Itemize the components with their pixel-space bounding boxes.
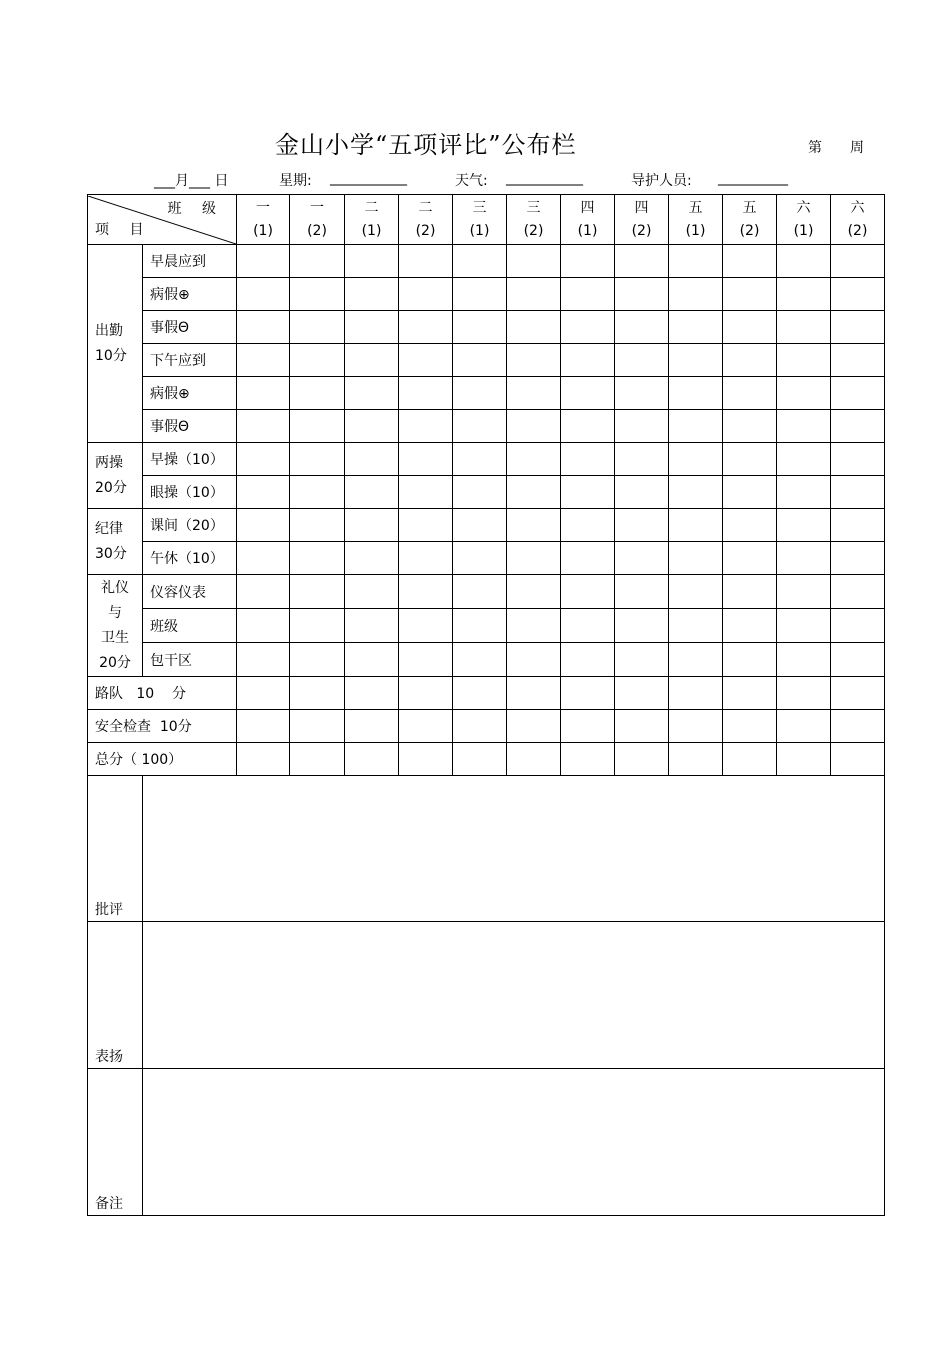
score-cell[interactable] xyxy=(399,509,453,542)
score-cell[interactable] xyxy=(453,677,507,710)
score-cell[interactable] xyxy=(507,743,561,776)
score-cell[interactable] xyxy=(669,245,723,278)
score-cell[interactable] xyxy=(345,710,399,743)
score-cell[interactable] xyxy=(399,677,453,710)
remarks-label: 备注 xyxy=(88,1069,143,1216)
score-cell[interactable] xyxy=(561,743,615,776)
score-cell[interactable] xyxy=(290,344,345,377)
score-cell[interactable] xyxy=(237,677,290,710)
score-cell[interactable] xyxy=(237,443,290,476)
table-row xyxy=(88,609,885,643)
page-title: 金山小学“五项评比”公布栏 xyxy=(275,131,577,159)
score-cell[interactable] xyxy=(453,509,507,542)
item-safety: 安全检查 10分 xyxy=(88,710,237,743)
score-cell[interactable] xyxy=(507,710,561,743)
praise-label: 表扬 xyxy=(88,922,143,1069)
score-cell[interactable] xyxy=(669,311,723,344)
score-cell[interactable] xyxy=(507,643,561,677)
score-cell[interactable] xyxy=(669,643,723,677)
category-attendance: 出勤 10分 xyxy=(88,245,143,443)
table-row xyxy=(88,743,885,776)
score-cell[interactable] xyxy=(345,245,399,278)
score-cell[interactable] xyxy=(615,643,669,677)
score-cell[interactable] xyxy=(290,609,345,643)
criticism-label: 批评 xyxy=(88,776,143,922)
score-cell[interactable] xyxy=(345,743,399,776)
score-cell[interactable] xyxy=(561,609,615,643)
header-corner xyxy=(88,195,237,245)
item-label: 病假⊕ xyxy=(143,278,237,311)
score-cell[interactable] xyxy=(237,278,290,311)
score-cell[interactable] xyxy=(290,575,345,609)
score-cell[interactable] xyxy=(507,443,561,476)
score-cell[interactable] xyxy=(345,344,399,377)
score-cell[interactable] xyxy=(615,542,669,575)
score-cell[interactable] xyxy=(723,743,777,776)
score-cell[interactable] xyxy=(831,245,885,278)
score-cell[interactable] xyxy=(237,609,290,643)
score-cell[interactable] xyxy=(399,344,453,377)
score-cell[interactable] xyxy=(831,509,885,542)
score-cell[interactable] xyxy=(453,245,507,278)
score-cell[interactable] xyxy=(507,377,561,410)
item-label: 午休（10） xyxy=(143,542,237,575)
weekday-blank[interactable]: ___________ xyxy=(330,170,407,186)
score-cell[interactable] xyxy=(290,245,345,278)
table-row xyxy=(88,710,885,743)
table-row xyxy=(88,476,885,509)
score-cell[interactable] xyxy=(615,443,669,476)
score-cell[interactable] xyxy=(831,743,885,776)
score-cell[interactable] xyxy=(453,410,507,443)
score-cell[interactable] xyxy=(290,278,345,311)
table-row xyxy=(88,677,885,710)
score-cell[interactable] xyxy=(399,278,453,311)
item-label: 仪容仪表 xyxy=(143,575,237,609)
item-label: 眼操（10） xyxy=(143,476,237,509)
date-field[interactable]: ___月___ 日 xyxy=(154,173,229,189)
score-cell[interactable] xyxy=(507,609,561,643)
score-cell[interactable] xyxy=(507,344,561,377)
score-cell[interactable] xyxy=(777,377,831,410)
score-cell[interactable] xyxy=(777,245,831,278)
score-cell[interactable] xyxy=(723,278,777,311)
score-cell[interactable] xyxy=(345,509,399,542)
score-cell[interactable] xyxy=(507,410,561,443)
table-row xyxy=(88,278,885,311)
score-cell[interactable] xyxy=(399,710,453,743)
score-cell[interactable] xyxy=(507,542,561,575)
score-cell[interactable] xyxy=(345,677,399,710)
score-cell[interactable] xyxy=(345,643,399,677)
score-cell[interactable] xyxy=(237,311,290,344)
class-header: 一 (1) xyxy=(237,195,290,245)
score-cell[interactable] xyxy=(669,609,723,643)
score-cell[interactable] xyxy=(777,710,831,743)
class-header: 二 (2) xyxy=(399,195,453,245)
score-cell[interactable] xyxy=(723,677,777,710)
score-cell[interactable] xyxy=(237,245,290,278)
score-cell[interactable] xyxy=(723,643,777,677)
category-exercise: 两操 20分 xyxy=(88,443,143,509)
score-cell[interactable] xyxy=(615,245,669,278)
score-cell[interactable] xyxy=(237,743,290,776)
notes-row-criticism xyxy=(88,776,885,922)
score-cell[interactable] xyxy=(669,278,723,311)
item-total: 总分（ 100） xyxy=(88,743,237,776)
score-cell[interactable] xyxy=(290,643,345,677)
item-label: 课间（20） xyxy=(143,509,237,542)
class-header: 一 (2) xyxy=(290,195,345,245)
score-cell[interactable] xyxy=(399,575,453,609)
score-cell[interactable] xyxy=(345,311,399,344)
guard-blank[interactable]: __________ xyxy=(718,170,788,186)
score-cell[interactable] xyxy=(237,377,290,410)
score-cell[interactable] xyxy=(399,476,453,509)
score-cell[interactable] xyxy=(507,278,561,311)
score-cell[interactable] xyxy=(345,410,399,443)
score-cell[interactable] xyxy=(290,476,345,509)
score-cell[interactable] xyxy=(453,278,507,311)
score-cell[interactable] xyxy=(615,410,669,443)
class-header: 四 (2) xyxy=(615,195,669,245)
class-header: 六 (2) xyxy=(831,195,885,245)
score-cell[interactable] xyxy=(723,710,777,743)
score-cell[interactable] xyxy=(777,311,831,344)
weather-label: 天气: xyxy=(455,173,488,189)
score-cell[interactable] xyxy=(237,476,290,509)
score-cell[interactable] xyxy=(615,509,669,542)
score-cell[interactable] xyxy=(723,377,777,410)
score-cell[interactable] xyxy=(399,245,453,278)
score-cell[interactable] xyxy=(561,575,615,609)
score-cell[interactable] xyxy=(561,245,615,278)
score-cell[interactable] xyxy=(399,311,453,344)
score-cell[interactable] xyxy=(669,443,723,476)
score-cell[interactable] xyxy=(777,278,831,311)
score-cell[interactable] xyxy=(399,377,453,410)
weekday-label: 星期: xyxy=(279,173,312,189)
score-cell[interactable] xyxy=(777,410,831,443)
score-cell[interactable] xyxy=(345,476,399,509)
class-header: 四 (1) xyxy=(561,195,615,245)
score-cell[interactable] xyxy=(561,542,615,575)
score-cell[interactable] xyxy=(615,344,669,377)
score-cell[interactable] xyxy=(237,542,290,575)
score-cell[interactable] xyxy=(561,710,615,743)
score-cell[interactable] xyxy=(669,410,723,443)
score-cell[interactable] xyxy=(453,643,507,677)
score-cell[interactable] xyxy=(723,245,777,278)
score-cell[interactable] xyxy=(399,743,453,776)
score-cell[interactable] xyxy=(723,311,777,344)
score-cell[interactable] xyxy=(831,609,885,643)
score-cell[interactable] xyxy=(723,410,777,443)
score-cell[interactable] xyxy=(831,311,885,344)
score-cell[interactable] xyxy=(615,311,669,344)
class-header: 三 (2) xyxy=(507,195,561,245)
score-cell[interactable] xyxy=(777,542,831,575)
score-cell[interactable] xyxy=(831,443,885,476)
score-cell[interactable] xyxy=(723,344,777,377)
score-cell[interactable] xyxy=(290,710,345,743)
score-cell[interactable] xyxy=(831,410,885,443)
score-cell[interactable] xyxy=(399,443,453,476)
table-row xyxy=(88,410,885,443)
score-cell[interactable] xyxy=(669,710,723,743)
item-label: 早操（10） xyxy=(143,443,237,476)
score-cell[interactable] xyxy=(237,710,290,743)
score-cell[interactable] xyxy=(345,377,399,410)
score-cell[interactable] xyxy=(777,677,831,710)
score-cell[interactable] xyxy=(615,609,669,643)
score-cell[interactable] xyxy=(777,643,831,677)
score-cell[interactable] xyxy=(615,377,669,410)
score-cell[interactable] xyxy=(831,344,885,377)
score-cell[interactable] xyxy=(777,743,831,776)
score-cell[interactable] xyxy=(507,311,561,344)
score-cell[interactable] xyxy=(669,542,723,575)
score-cell[interactable] xyxy=(669,575,723,609)
score-cell[interactable] xyxy=(399,410,453,443)
item-road-team: 路队 10 分 xyxy=(88,677,237,710)
score-cell[interactable] xyxy=(831,710,885,743)
score-cell[interactable] xyxy=(345,443,399,476)
table-row xyxy=(88,643,885,677)
week-suffix: 周 xyxy=(850,140,864,156)
score-cell[interactable] xyxy=(237,410,290,443)
score-cell[interactable] xyxy=(831,278,885,311)
class-header: 五 (1) xyxy=(669,195,723,245)
table-row xyxy=(88,311,885,344)
score-cell[interactable] xyxy=(723,575,777,609)
score-cell[interactable] xyxy=(237,575,290,609)
score-cell[interactable] xyxy=(507,476,561,509)
score-cell[interactable] xyxy=(669,344,723,377)
score-cell[interactable] xyxy=(453,575,507,609)
score-cell[interactable] xyxy=(453,609,507,643)
score-cell[interactable] xyxy=(669,509,723,542)
table-row xyxy=(88,509,885,542)
score-cell[interactable] xyxy=(507,509,561,542)
guard-label: 导护人员: xyxy=(631,173,692,189)
score-cell[interactable] xyxy=(290,509,345,542)
score-cell[interactable] xyxy=(507,245,561,278)
score-cell[interactable] xyxy=(669,743,723,776)
class-header: 二 (1) xyxy=(345,195,399,245)
score-cell[interactable] xyxy=(669,476,723,509)
score-cell[interactable] xyxy=(561,377,615,410)
table-row xyxy=(88,344,885,377)
class-header: 三 (1) xyxy=(453,195,507,245)
score-cell[interactable] xyxy=(345,609,399,643)
corner-class-label: 班 级 xyxy=(167,200,224,217)
score-cell[interactable] xyxy=(290,542,345,575)
score-cell[interactable] xyxy=(831,575,885,609)
score-cell[interactable] xyxy=(345,278,399,311)
score-cell[interactable] xyxy=(561,443,615,476)
score-cell[interactable] xyxy=(777,443,831,476)
score-cell[interactable] xyxy=(453,743,507,776)
score-cell[interactable] xyxy=(237,509,290,542)
remarks-area[interactable] xyxy=(143,1069,885,1216)
score-cell[interactable] xyxy=(561,344,615,377)
score-cell[interactable] xyxy=(615,575,669,609)
score-cell[interactable] xyxy=(669,677,723,710)
score-cell[interactable] xyxy=(507,677,561,710)
score-cell[interactable] xyxy=(345,542,399,575)
weather-blank[interactable]: ___________ xyxy=(506,170,583,186)
score-cell[interactable] xyxy=(237,643,290,677)
item-label: 病假⊕ xyxy=(143,377,237,410)
score-cell[interactable] xyxy=(669,377,723,410)
corner-item-label: 项 目 xyxy=(95,221,152,238)
score-cell[interactable] xyxy=(777,509,831,542)
score-cell[interactable] xyxy=(561,476,615,509)
score-cell[interactable] xyxy=(777,609,831,643)
score-cell[interactable] xyxy=(453,377,507,410)
score-cell[interactable] xyxy=(561,311,615,344)
item-label: 事假Θ xyxy=(143,410,237,443)
score-cell[interactable] xyxy=(290,377,345,410)
score-cell[interactable] xyxy=(507,575,561,609)
item-label: 班级 xyxy=(143,609,237,643)
score-cell[interactable] xyxy=(290,311,345,344)
item-label: 包干区 xyxy=(143,643,237,677)
score-cell[interactable] xyxy=(561,278,615,311)
score-cell[interactable] xyxy=(831,677,885,710)
score-cell[interactable] xyxy=(831,542,885,575)
score-cell[interactable] xyxy=(453,443,507,476)
item-label: 早晨应到 xyxy=(143,245,237,278)
table-row xyxy=(88,377,885,410)
score-cell[interactable] xyxy=(831,643,885,677)
score-cell[interactable] xyxy=(723,509,777,542)
praise-area[interactable] xyxy=(143,922,885,1069)
score-cell[interactable] xyxy=(777,575,831,609)
score-cell[interactable] xyxy=(399,542,453,575)
week-prefix: 第 xyxy=(808,140,822,156)
class-header: 六 (1) xyxy=(777,195,831,245)
score-cell[interactable] xyxy=(723,609,777,643)
score-cell[interactable] xyxy=(453,542,507,575)
score-cell[interactable] xyxy=(831,476,885,509)
notes-row-remarks xyxy=(88,1069,885,1216)
score-cell[interactable] xyxy=(723,476,777,509)
item-label: 下午应到 xyxy=(143,344,237,377)
score-cell[interactable] xyxy=(290,443,345,476)
score-cell[interactable] xyxy=(561,410,615,443)
score-cell[interactable] xyxy=(561,643,615,677)
score-cell[interactable] xyxy=(290,410,345,443)
table-row xyxy=(88,245,885,278)
evaluation-table xyxy=(87,194,885,1216)
score-cell[interactable] xyxy=(399,643,453,677)
category-discipline: 纪律 30分 xyxy=(88,509,143,575)
score-cell[interactable] xyxy=(453,476,507,509)
score-cell[interactable] xyxy=(561,509,615,542)
table-row xyxy=(88,542,885,575)
score-cell[interactable] xyxy=(290,677,345,710)
score-cell[interactable] xyxy=(615,743,669,776)
score-cell[interactable] xyxy=(777,344,831,377)
score-cell[interactable] xyxy=(615,278,669,311)
score-cell[interactable] xyxy=(561,677,615,710)
score-cell[interactable] xyxy=(615,677,669,710)
score-cell[interactable] xyxy=(453,710,507,743)
score-cell[interactable] xyxy=(399,609,453,643)
criticism-area[interactable] xyxy=(143,776,885,922)
score-cell[interactable] xyxy=(723,542,777,575)
class-header: 五 (2) xyxy=(723,195,777,245)
score-cell[interactable] xyxy=(290,743,345,776)
item-label: 事假Θ xyxy=(143,311,237,344)
category-hygiene: 礼仪 与 卫生 20分 xyxy=(88,575,143,677)
score-cell[interactable] xyxy=(831,377,885,410)
header-row xyxy=(88,195,885,245)
table-row xyxy=(88,443,885,476)
week-label xyxy=(808,137,892,157)
score-cell[interactable] xyxy=(777,476,831,509)
score-cell[interactable] xyxy=(453,311,507,344)
score-cell[interactable] xyxy=(237,344,290,377)
score-cell[interactable] xyxy=(345,575,399,609)
table-row xyxy=(88,575,885,609)
score-cell[interactable] xyxy=(615,710,669,743)
score-cell[interactable] xyxy=(723,443,777,476)
notes-row-praise xyxy=(88,922,885,1069)
score-cell[interactable] xyxy=(615,476,669,509)
score-cell[interactable] xyxy=(453,344,507,377)
